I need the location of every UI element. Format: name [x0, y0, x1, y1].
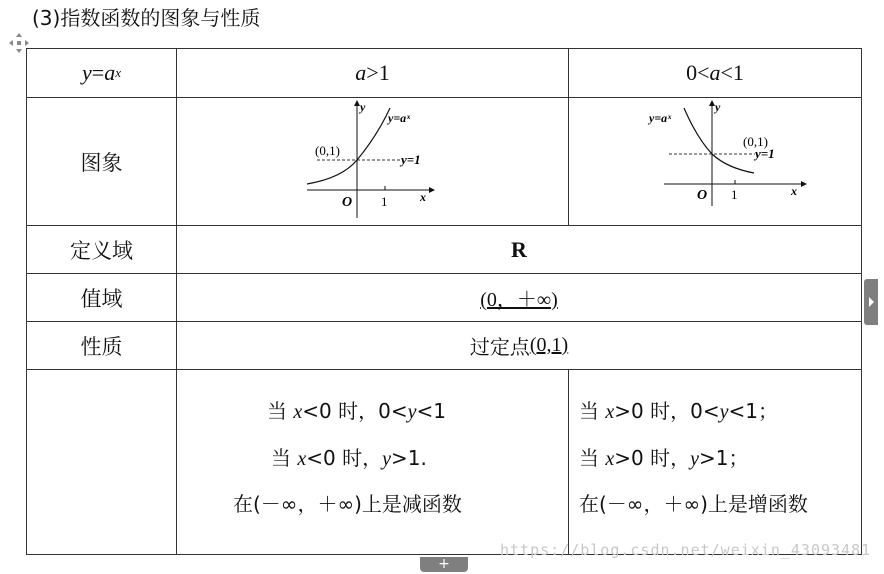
watermark: https://blog.csdn.net/weixin_43093481 [500, 541, 872, 559]
left-prop-line3: 在(－∞，＋∞)上是减函数 [233, 492, 462, 516]
line-label: y=1 [755, 146, 775, 161]
y-axis-label: y [360, 100, 366, 114]
header-function: y = a x [82, 60, 121, 85]
graph-a-greater-1 [177, 98, 568, 225]
header-a-greater-1: a >1 [355, 60, 390, 85]
col-divider [568, 369, 569, 554]
right-prop-line3: 在(－∞，＋∞)上是增函数 [579, 492, 808, 516]
bottom-expand-tab[interactable]: + [420, 557, 468, 572]
point-label: (0,1) [743, 134, 768, 149]
left-prop-line1: 当 x<0 时，0<y<1 [267, 399, 446, 423]
range-value: (0，＋∞) [480, 289, 558, 311]
x-axis-label: x [791, 184, 797, 198]
range-label: 值域 [80, 286, 123, 311]
section-heading: (3)指数函数的图象与性质 [32, 6, 261, 30]
origin-label: O [697, 188, 708, 203]
left-prop-line2: 当 x<0 时，y>1. [271, 446, 427, 470]
fixed-point: 过定点 (0,1) [469, 334, 569, 359]
x-axis-label: x [420, 190, 426, 204]
curve-label: y=aˣ [388, 111, 411, 125]
curve-label: y=aˣ [649, 111, 672, 125]
property-label: 性质 [80, 334, 123, 359]
row-divider [27, 369, 861, 370]
tick-label: 1 [381, 194, 388, 209]
chevron-right-icon [864, 279, 878, 325]
right-prop-line1: 当 x>0 时，0<y<1； [579, 399, 778, 423]
y-axis-label: y [715, 100, 721, 114]
domain-value: R [511, 236, 527, 262]
header-a-between-0-1: 0< a <1 [686, 60, 744, 85]
property-table [26, 48, 862, 555]
x-axis-arrow-icon [801, 181, 807, 187]
line-label: y=1 [401, 152, 421, 167]
side-expand-tab[interactable] [864, 279, 878, 325]
x-axis-arrow-icon [429, 187, 435, 193]
point-label: (0,1) [315, 143, 340, 158]
origin-label: O [342, 195, 353, 210]
graph-a-between-0-1 [569, 98, 861, 225]
right-prop-line2: 当 x>0 时，y>1； [579, 446, 749, 470]
domain-label: 定义域 [70, 238, 133, 263]
graph-row-label: 图象 [80, 150, 123, 175]
tick-label: 1 [731, 187, 738, 202]
